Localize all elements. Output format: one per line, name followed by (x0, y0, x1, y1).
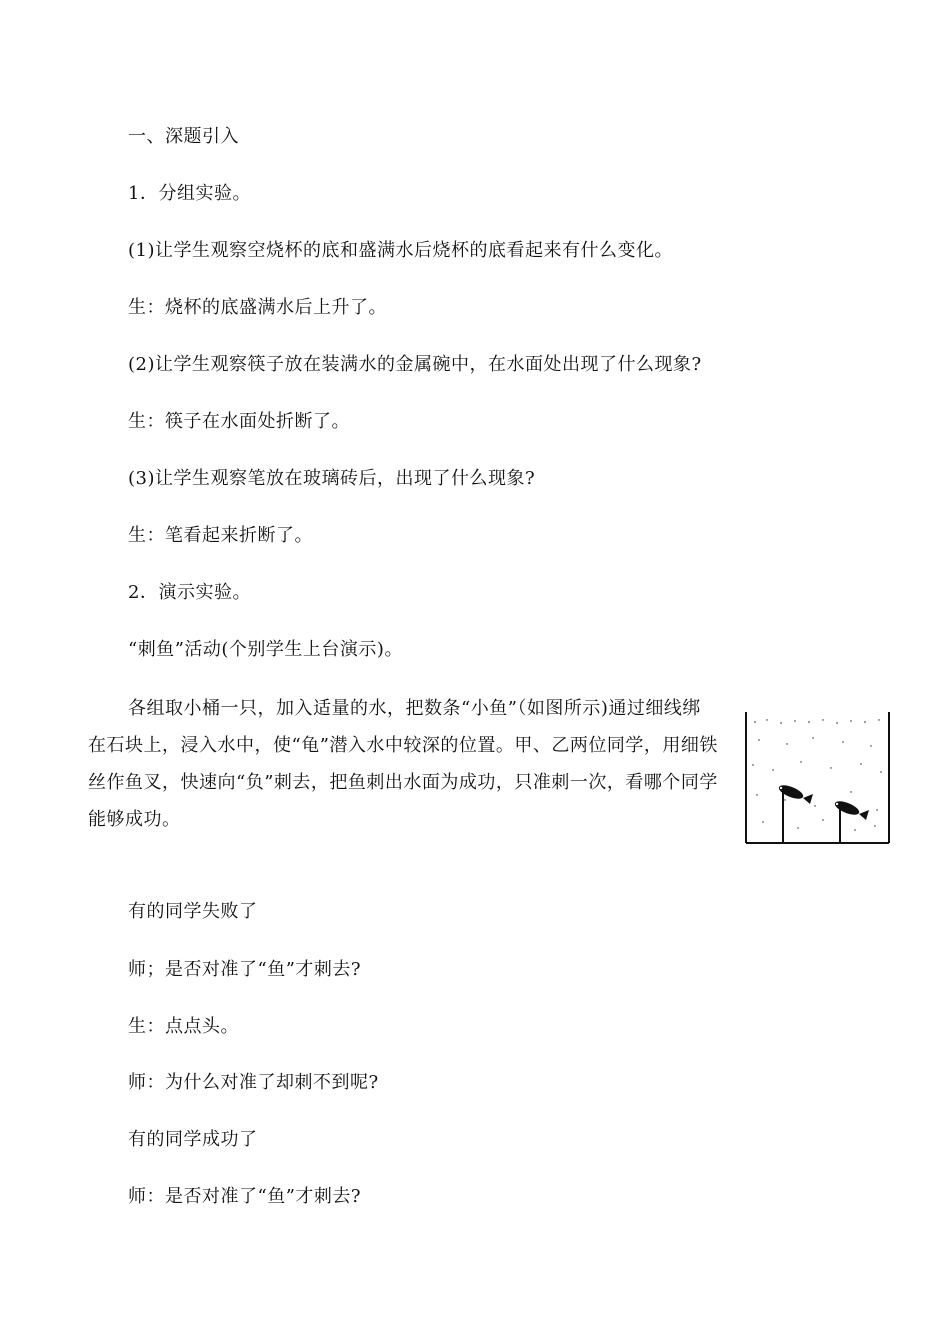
text-line: 生：笔看起来折断了。 (128, 525, 313, 546)
text-line: (1)让学生观察空烧杯的底和盛满水后烧杯的底看起来有什么变化。 (128, 240, 673, 261)
text-line: 生：筷子在水面处折断了。 (128, 411, 350, 432)
text-line: 有的同学成功了 (128, 1129, 258, 1150)
text-line: (2)让学生观察筷子放在装满水的金属碗中，在水面处出现了什么现象? (128, 354, 702, 375)
text-line: 生：烧杯的底盛满水后上升了。 (128, 297, 387, 318)
heading-intro: 一、深题引入 (128, 126, 239, 147)
experiment-paragraph: 各组取小桶一只，加入适量的水，把数条“小鱼”（如图所示)通过细线绑在石块上，浸入水中，使“龟”潜入水中较深的位置。甲、乙两位同学，用细铁丝作鱼叉，快速向“负”刺去，把鱼刺出水面为成功，只准刺一次，看哪个同学能够成功。 (88, 698, 718, 830)
text-line: 师：是否对准了“鱼”才刺去? (128, 1186, 362, 1207)
text-line: 有的同学失败了 (128, 901, 258, 922)
text-line: (3)让学生观察笔放在玻璃砖后，出现了什么现象? (128, 468, 536, 489)
text-line: 师：为什么对准了却刺不到呢? (128, 1072, 379, 1093)
text-line: 师；是否对准了“鱼”才刺去? (128, 959, 362, 980)
text-line: “刺鱼”活动(个别学生上台演示)。 (128, 639, 403, 660)
text-line: 生：点点头。 (128, 1016, 239, 1037)
fish-icon (833, 798, 869, 820)
fish-tank-figure (743, 710, 893, 850)
section-1-title: 1．分组实验。 (128, 183, 251, 204)
section-2-title: 2．演示实验。 (128, 582, 251, 603)
